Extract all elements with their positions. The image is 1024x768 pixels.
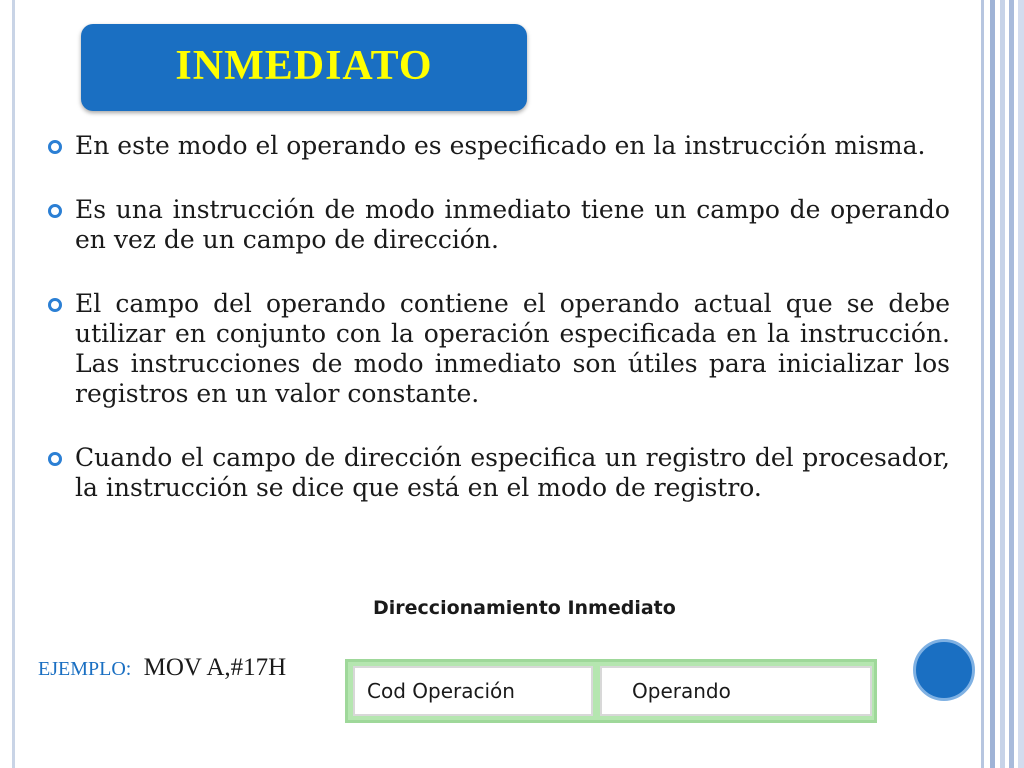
bullet-text: El campo del operando contiene el operando actual que se debe utilizar en conjunto con la operación especificada en la instrucción. Las instrucciones de modo inmediato son útiles para inicializar los registros en un valor constante. — [75, 289, 950, 408]
bullet-ring-icon — [48, 204, 62, 218]
right-decorative-frame — [978, 0, 1024, 768]
instruction-format-diagram — [345, 659, 877, 723]
example-line — [38, 654, 286, 682]
operand-field: Operando — [600, 666, 872, 716]
opcode-field: Cod Operación — [353, 666, 593, 716]
bullet-ring-icon — [48, 452, 62, 466]
bullet-ring-icon — [48, 298, 62, 312]
decorative-circle — [913, 639, 975, 701]
example-value: MOV A,#17H — [143, 654, 287, 681]
bullet-item — [44, 289, 950, 409]
bullet-item — [44, 195, 950, 255]
slide-title: INMEDIATO — [175, 43, 433, 89]
bullet-item — [44, 131, 950, 161]
bullet-ring-icon — [48, 140, 62, 154]
example-label: EJEMPLO: — [38, 658, 132, 680]
bullet-text: Cuando el campo de dirección especifica un registro del procesador, la instrucción se dice que está en el modo de registro. — [75, 443, 950, 502]
bullet-text: En este modo el operando es especificado en la instrucción misma. — [75, 131, 926, 160]
diagram-title: Direccionamiento Inmediato — [373, 597, 676, 619]
bullet-list — [44, 131, 950, 537]
title-banner — [81, 24, 527, 111]
bullet-text: Es una instrucción de modo inmediato tiene un campo de operando en vez de un campo de dirección. — [75, 195, 950, 254]
left-border-line — [12, 0, 15, 768]
bullet-item — [44, 443, 950, 503]
